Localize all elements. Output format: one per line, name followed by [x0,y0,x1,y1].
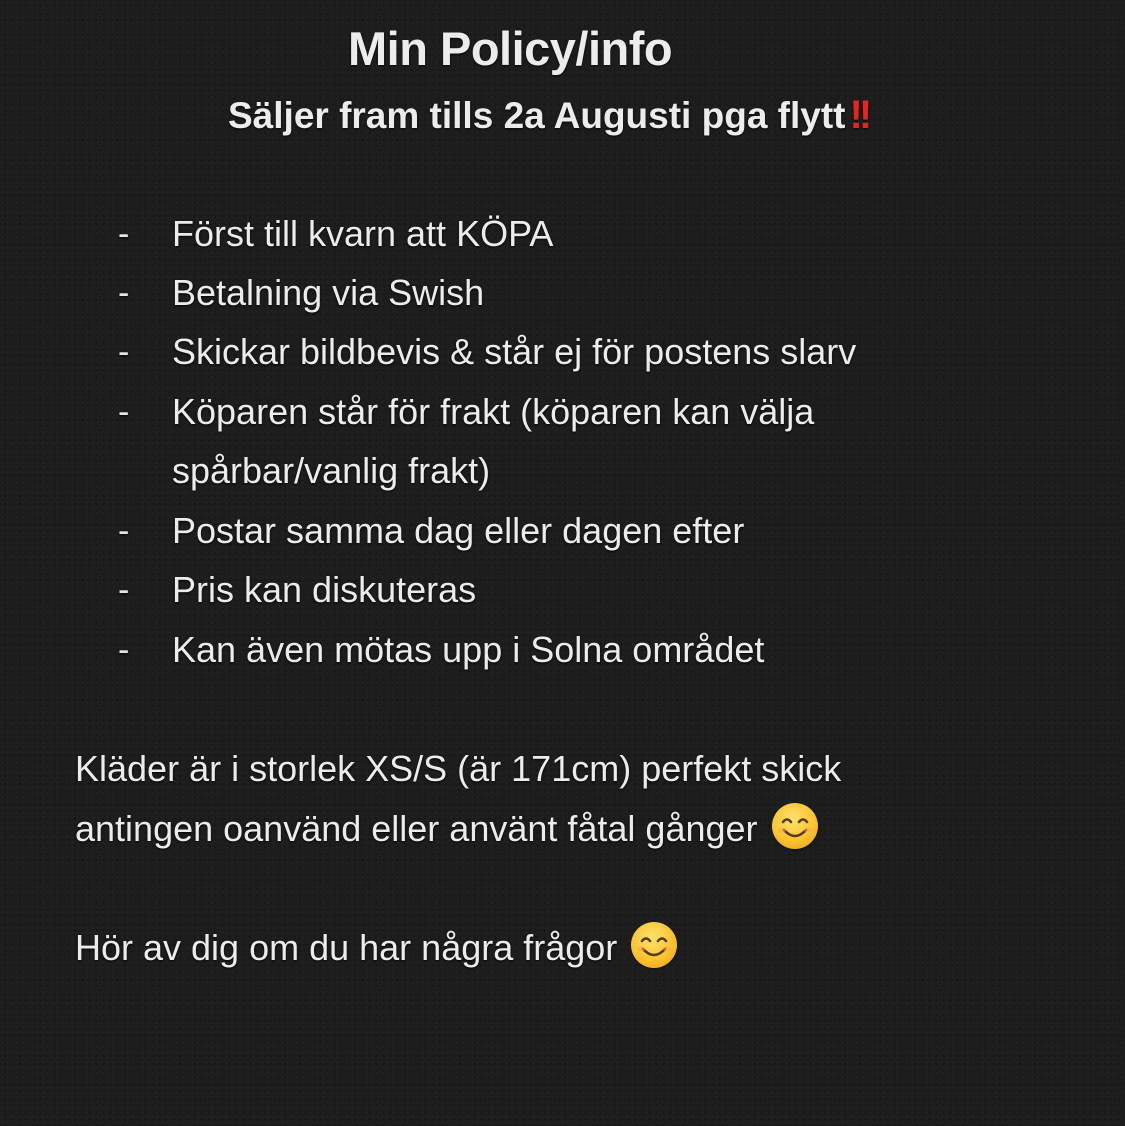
bullet-dash: - [118,393,130,431]
list-item-text-continued: spårbar/vanlig frakt) [172,450,491,491]
list-item [0,322,1125,382]
size-info-line-2 [75,799,818,859]
size-info-line-1: Kläder är i storlek XS/S (är 171cm) perfekt skick [75,748,842,789]
page-title: Min Policy/info [348,22,673,75]
list-item-text: Postar samma dag eller dagen efter [172,510,745,551]
bullet-dash: - [118,631,130,669]
list-item [0,263,1125,323]
list-item [0,501,1125,561]
contact-info-text: Hör av dig om du har några frågor [75,927,618,968]
list-item [0,382,1125,502]
double-exclamation-icon: !! [849,93,869,137]
list-item [0,204,1125,264]
subtitle-text: Säljer fram tills 2a Augusti pga flytt [228,95,846,136]
contact-info [75,918,677,978]
subtitle [228,90,868,141]
list-item-text: Kan även mötas upp i Solna området [172,629,765,670]
bullet-dash: - [118,274,130,312]
bullet-dash: - [118,512,130,550]
size-info-text: antingen oanvänd eller använt fåtal gånger [75,808,758,849]
bullet-dash: - [118,215,130,253]
list-item [0,620,1125,680]
bullet-dash: - [118,333,130,371]
list-item-text: Pris kan diskuteras [172,569,477,610]
list-item-text: Köparen står för frakt (köparen kan välja [172,391,815,432]
list-item-text: Betalning via Swish [172,272,485,313]
bullet-dash: - [118,571,130,609]
list-item [0,560,1125,620]
list-item-text: Skickar bildbevis & står ej för postens slarv [172,331,857,372]
smiling-face-icon [772,803,818,849]
smiling-face-icon [631,922,677,968]
list-item-text: Först till kvarn att KÖPA [172,213,554,254]
